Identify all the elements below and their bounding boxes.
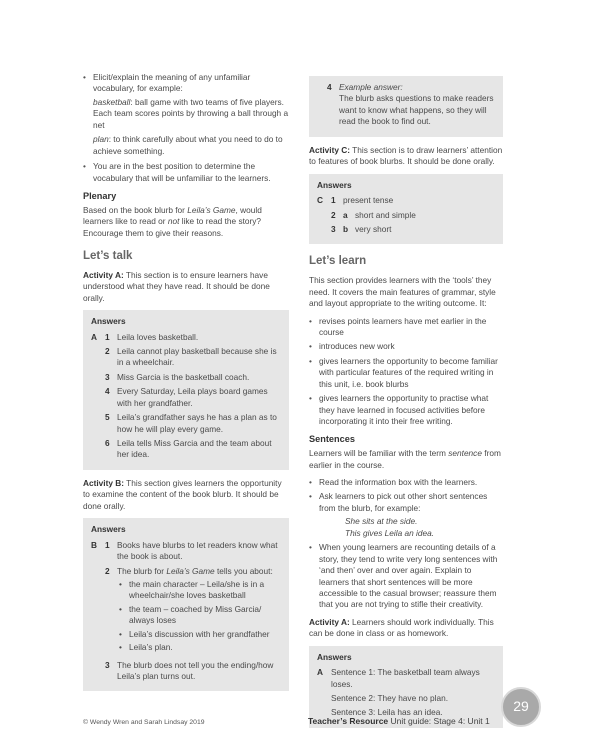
list-item: • Elicit/explain the meaning of any unfamiliar vocabulary, for example: basketball: ball game with two teams of five players. Each team scores points by throwing a ball through a net plan: to think carefully about what you need to do to achieve something.	[93, 72, 289, 157]
answers-heading: Answers	[317, 651, 352, 662]
sentences-intro: Learners will be familiar with the term sentence from earlier in the course.	[309, 448, 501, 470]
list-item: • introduces new work	[319, 341, 503, 352]
lets-learn-intro: This section provides learners with the ‘tools’ they need. It covers the main features of grammar, style and layout appropriate to the writing outcome. It:	[309, 275, 496, 309]
vocab-examples	[93, 97, 289, 157]
list-item: • the main character – Leila/she is in a wheelchair/she loves basketball	[129, 579, 281, 602]
list-item: • Read the information box with the learners.	[319, 477, 503, 488]
answers-c-box	[309, 174, 503, 245]
answers-b-box	[83, 518, 289, 691]
activity-a2-text: Activity A: Learners should work individually. This can be done in class or as homework.	[309, 616, 494, 639]
activity-c-text: Activity C: This section is to draw learners’ attention to features of book blurbs. It should be done orally.	[309, 144, 503, 167]
answer-row: A Sentence 1: The basketball team always loses.	[317, 667, 480, 689]
sentence-example: This gives Leila an idea.	[345, 527, 435, 538]
lets-learn-heading: Let’s learn	[309, 255, 367, 268]
answer-row: B 1 Books have blurbs to let readers know what the book is about.	[91, 539, 278, 562]
answer-row: 4 Every Saturday, Leila plays board games with her grandfather.	[105, 386, 268, 408]
answer-row: 5 Leila’s grandfather says he has a plan as to how he will play every game.	[105, 412, 277, 434]
sentence-bullets	[309, 477, 503, 611]
plenary-heading: Plenary	[83, 190, 117, 201]
lets-talk-heading: Let’s talk	[83, 249, 133, 262]
list-item: • the team – coached by Miss Garcia/ always loses	[129, 604, 281, 627]
list-item: • gives learners the opportunity to become familiar with particular features of the required writing in this unit, i.e. book blurbs	[319, 356, 503, 390]
list-item: • revises points learners have met earlier in the course	[319, 316, 503, 339]
answer-row: A 1 Leila loves basketball.	[91, 331, 199, 342]
answers-heading: Answers	[91, 316, 126, 327]
answers-a-box	[83, 310, 289, 470]
vocab-bullets	[83, 72, 289, 184]
example-plan: plan: to think carefully about what you need to do to achieve something.	[93, 134, 283, 156]
list-item: • Leila’s plan.	[129, 642, 281, 653]
answer-row: Sentence 2: They have no plan.	[331, 693, 449, 704]
example-answer-box: 4 Example answer: The blurb asks questions to make readers want to know what happens, so they will read the book to find out.	[309, 76, 503, 137]
answers-heading: Answers	[317, 179, 352, 190]
plenary-text: Based on the book blurb for Leila’s Game, would learners like to read or not like to read the story? Encourage them to give their reasons.	[83, 204, 262, 238]
sentences-heading: Sentences	[309, 434, 355, 445]
sentence-example: She sits at the side.	[345, 516, 418, 527]
page-number: 29	[501, 687, 541, 727]
resource-label: Teacher’s Resource Unit guide: Stage 4: Unit 1	[308, 716, 490, 726]
list-item: • When young learners are recounting details of a story, they tend to write very long sentences with ‘and then’ over and over again. Explain to learners that short sentences will be more accessible to the casual browser; reassure them that you are not trying to stifle their creativity.	[319, 542, 503, 611]
copyright: © Wendy Wren and Sarah Lindsay 2019	[83, 719, 205, 726]
answer-row: 3 The blurb does not tell you the ending/how Leila’s plan turns out.	[105, 659, 274, 682]
left-column	[83, 72, 289, 699]
learn-bullets	[309, 316, 503, 428]
answer-row: 3 b very short	[331, 223, 392, 234]
answers-heading: Answers	[91, 524, 126, 535]
answer-row: C 1 present tense	[317, 195, 394, 206]
answer-row: 2 The blurb for Leila’s Game tells you about: • the main character – Leila/she is in a wheelchair/she loves basketball • the team – coached by Miss Garcia/ always loses • Leila’s discussion with her grandfather • Leila’s plan.	[91, 566, 281, 657]
list-item: • You are in the best position to determine the vocabulary that will be unfamiliar to the learners.	[93, 161, 289, 184]
activity-a-text: Activity A: This section is to ensure learners have understood what they have read. It should be done orally.	[83, 269, 270, 303]
list-item: • Ask learners to pick out other short sentences from the blurb, for example: She sits at the side. This gives Leila an idea.	[319, 491, 503, 539]
answer-row: 3 Miss Garcia is the basketball coach.	[105, 371, 250, 382]
answer-row: 2 Leila cannot play basketball because she is in a wheelchair.	[105, 345, 277, 368]
list-item: • gives learners the opportunity to practise what they have learned in focused activities before incorporating it into their free writing.	[319, 393, 503, 427]
list-item: • Leila’s discussion with her grandfather	[129, 629, 281, 640]
example-basketball: basketball: ball game with two teams of five players. Each team scores points by throwing a ball through a net	[93, 96, 289, 130]
answer-row: 2 a short and simple	[331, 209, 416, 220]
activity-b-text: Activity B: This section gives learners the opportunity to examine the content of the book blurb. It should be done orally.	[83, 477, 282, 511]
right-column	[309, 76, 503, 736]
answer-row: 6 Leila tells Miss Garcia and the team about her idea.	[105, 438, 272, 460]
blurb-points	[117, 579, 281, 654]
answer-row: Sentence 3: Leila has an idea.	[331, 707, 443, 718]
